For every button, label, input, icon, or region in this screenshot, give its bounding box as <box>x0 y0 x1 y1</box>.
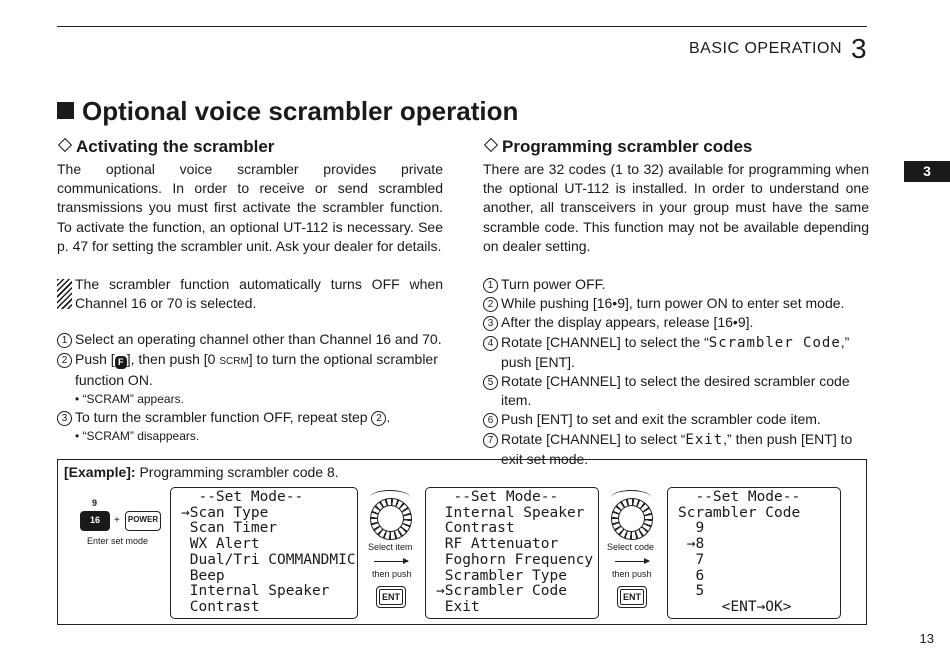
key-top-label: 9 <box>92 498 98 508</box>
left-column <box>57 135 443 445</box>
step: 5 Rotate [CHANNEL] to select the desired scrambler code item. <box>483 372 869 410</box>
note-text: The scrambler function automatically turns OFF when Channel 16 or 70 is selected. <box>75 276 443 312</box>
select-code-caption: Select code <box>607 542 655 552</box>
step: 3 After the display appears, release [16•9]. <box>483 313 869 332</box>
lcd-display-1: --Set Mode-- →Scan Type Scan Timer WX Alert Dual/Tri COMMANDMIC Beep Internal Speaker Contrast <box>170 487 358 619</box>
step: 7 Rotate [CHANNEL] to select “Exit,” then push [ENT] to exit set mode. <box>483 430 869 469</box>
step-bullet: • “SCRAM” disappears. <box>75 429 200 444</box>
select-item-caption: Select item <box>368 542 413 552</box>
step: 1 Turn power OFF. <box>483 275 869 294</box>
step: 1 Select an operating channel other than Channel 16 and 70. <box>57 330 443 349</box>
example-caption: [Example]: Programming scrambler code 8. <box>64 464 339 480</box>
example-box <box>57 459 867 625</box>
step: 2 While pushing [16•9], turn power ON to enter set mode. <box>483 294 869 313</box>
header-rule <box>57 26 867 27</box>
programming-heading: Programming scrambler codes <box>483 135 869 159</box>
ent-key-icon: ENT <box>617 586 647 608</box>
lcd-display-3: --Set Mode-- Scrambler Code 9 →8 7 6 5 <ENT→OK> <box>667 487 841 619</box>
plus-sign: + <box>114 515 120 526</box>
chapter-number: 3 <box>851 33 867 64</box>
lcd-display-2: --Set Mode-- Internal Speaker Contrast RF Attenuator Foghorn Frequency Scrambler Type →Scrambler Code Exit <box>425 487 599 619</box>
note <box>57 275 443 313</box>
enter-set-mode-caption: Enter set mode <box>87 536 149 546</box>
ent-key-icon: ENT <box>376 586 406 608</box>
key-16-9: 16 <box>80 511 110 531</box>
arrow-icon <box>615 561 649 562</box>
square-bullet-icon <box>57 102 74 119</box>
step-bullet: • “SCRAM” appears. <box>75 392 184 407</box>
diamond-icon <box>58 138 72 152</box>
running-header: BASIC OPERATION <box>688 40 842 57</box>
activating-heading: Activating the scrambler <box>57 135 443 159</box>
note-icon <box>57 279 72 309</box>
step: 2 Push [ F ], then push [0 SCRM] to turn the optional scrambler function ON. <box>57 350 443 390</box>
activating-body: The optional voice scrambler provides private communications. In order to receive or send scrambled transmissions you must first activate the scrambler function. To activate the function, an optional UT-112 is necessary. See p. 47 for setting the scrambler unit. Ask your dealer for details. <box>57 161 443 254</box>
activating-steps <box>57 330 443 445</box>
channel-knob-icon <box>370 498 412 540</box>
programming-steps <box>483 275 869 469</box>
f-key-icon: F <box>115 356 127 369</box>
power-key: POWER <box>125 511 161 531</box>
programming-body: There are 32 codes (1 to 32) available for programming when the optional UT-112 is installed. In order to understand one another, all transceivers in your group must have the same scramble code. This function may not be available depending on dealer setting. <box>483 161 869 254</box>
arrow-icon <box>374 561 408 562</box>
step: 6 Push [ENT] to set and exit the scrambler code item. <box>483 410 869 429</box>
page-title: Optional voice scrambler operation <box>57 96 518 127</box>
step: 3 To turn the scrambler function OFF, repeat step 2 . <box>57 408 443 427</box>
then-push-caption: then push <box>612 569 652 579</box>
then-push-caption: then push <box>372 569 412 579</box>
diamond-icon <box>484 138 498 152</box>
channel-knob-icon <box>611 498 653 540</box>
chapter-tab: 3 <box>904 161 950 182</box>
page-number: 13 <box>919 631 934 646</box>
step: 4 Rotate [CHANNEL] to select the “Scrambler Code,” push [ENT]. <box>483 333 869 372</box>
right-column <box>483 135 869 469</box>
